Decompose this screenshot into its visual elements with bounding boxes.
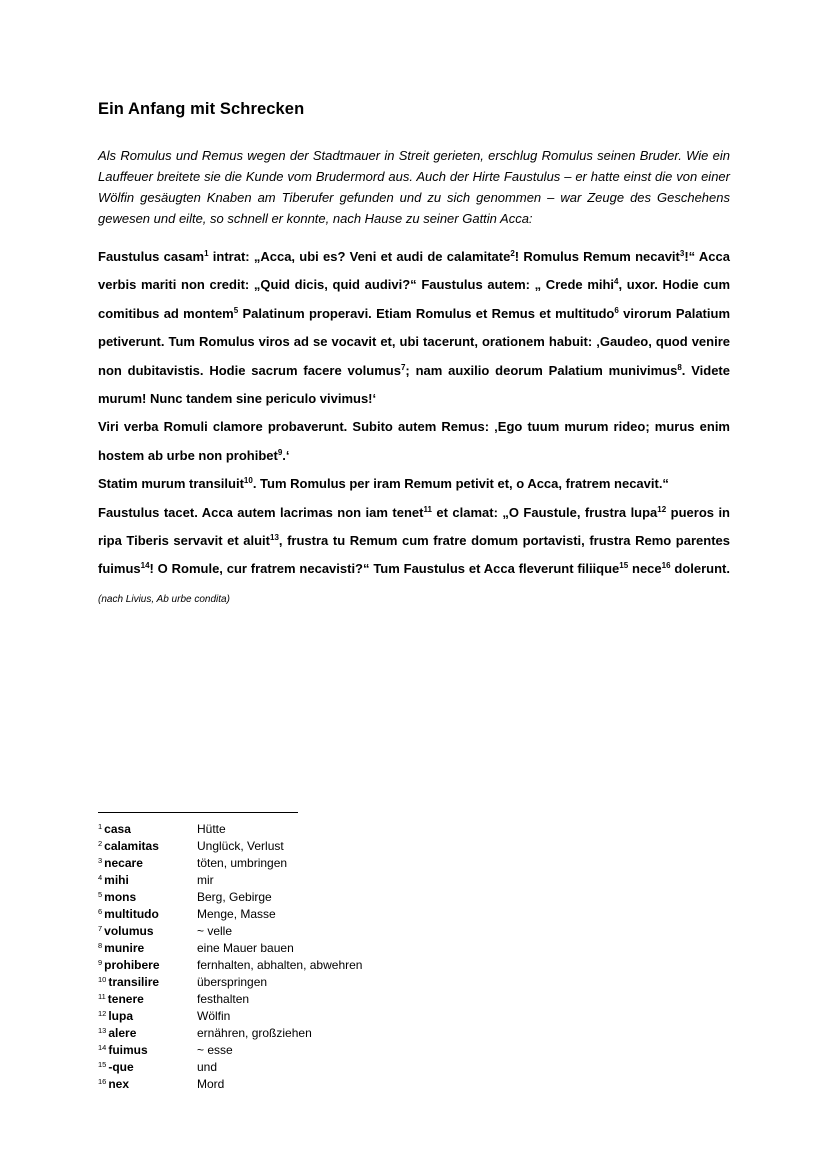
footnote-number: 4 (98, 873, 103, 882)
text-segment: . Tum Romulus per iram Remum petivit et, o Acca, fratrem necavit.“ (252, 476, 669, 492)
footnote-word: mons (104, 890, 137, 904)
text-segment: .‘ (282, 447, 290, 463)
footnote-separator (98, 812, 298, 813)
footnote-mark: 2 (510, 249, 515, 258)
footnote-mark: 14 (140, 561, 150, 571)
footnote-word: fuimus (108, 1043, 148, 1057)
footnote-number: 12 (98, 1009, 107, 1018)
footnote-word: calamitas (104, 839, 159, 853)
footnote-definition: ~ esse (197, 1043, 233, 1057)
source-citation: (nach Livius, Ab urbe condita) (98, 593, 230, 605)
text-segment: dolerunt. (670, 561, 730, 577)
footnote-mark: 1 (204, 249, 209, 258)
footnote-item (98, 1025, 498, 1042)
footnote-item (98, 1042, 498, 1059)
footnote-word: necare (104, 856, 143, 870)
footnote-definition: Berg, Gebirge (197, 890, 272, 904)
footnote-mark: 8 (677, 362, 682, 372)
footnote-number: 9 (98, 958, 103, 967)
latin-text (98, 243, 730, 614)
footnote-term (98, 1025, 197, 1042)
footnote-number: 10 (98, 975, 107, 984)
footnote-definition: und (197, 1060, 218, 1074)
footnote-item (98, 855, 498, 872)
footnote-mark: 3 (679, 249, 685, 258)
text-segment: Viri verba Romuli clamore probaverunt. Subito autem Remus: ‚Ego tuum murum rideo; murus enim hostem ab urbe non prohibet (98, 419, 730, 463)
text-segment: pueros in ripa Tiberis servavit et aluit (98, 504, 731, 549)
footnote-number: 16 (98, 1077, 107, 1086)
footnote-mark: 15 (619, 561, 629, 571)
footnote-number: 6 (98, 907, 103, 916)
page-title: Ein Anfang mit Schrecken (98, 100, 305, 118)
footnote-mark: 4 (614, 277, 619, 287)
footnote-number: 2 (98, 839, 103, 848)
text-segment: , frustra tu Remum cum fratre domum portavisti, frustra Remo parentes fuimus (98, 533, 730, 577)
footnote-word: transilire (108, 975, 160, 989)
footnote-term (98, 821, 197, 838)
footnote-word: prohibere (104, 958, 160, 972)
footnote-definition: Unglück, Verlust (197, 839, 284, 853)
footnote-term (98, 1059, 197, 1076)
text-segment: , uxor. Hodie cum comitibus ad montem (98, 277, 730, 321)
footnote-number: 1 (98, 822, 103, 831)
footnote-item (98, 872, 498, 889)
footnote-mark: 16 (661, 561, 671, 571)
footnote-word: lupa (108, 1009, 134, 1023)
footnote-definition: Mord (197, 1077, 225, 1091)
latin-paragraph-1 (98, 243, 730, 413)
footnote-item (98, 838, 498, 855)
footnote-definition: überspringen (197, 975, 268, 989)
text-segment: ! Romulus Remum necavit (514, 249, 680, 264)
footnote-term (98, 1042, 197, 1059)
footnote-term (98, 1008, 197, 1025)
footnote-number: 8 (98, 941, 103, 950)
footnote-word: nex (108, 1077, 130, 1091)
footnote-definition: fernhalten, abhalten, abwehren (197, 958, 363, 972)
footnote-item (98, 923, 498, 940)
text-segment: ; nam auxilio deorum Palatium munivimus (405, 362, 678, 378)
text-segment: nece (628, 561, 662, 577)
footnote-term (98, 991, 197, 1008)
footnote-item (98, 1059, 498, 1076)
footnote-definition: Menge, Masse (197, 907, 276, 921)
latin-paragraph-2 (98, 413, 730, 470)
footnote-word: casa (104, 822, 131, 836)
footnote-definition: ernähren, großziehen (197, 1026, 312, 1040)
footnote-term (98, 838, 197, 855)
footnote-mark: 13 (270, 533, 279, 543)
footnote-definition: Wölfin (197, 1009, 231, 1023)
text-segment: Statim murum transiluit (98, 476, 244, 492)
intro-paragraph: Als Romulus und Remus wegen der Stadtmauer in Streit gerieten, erschlug Romulus seinen Bruder. Wie ein Lauffeuer breitete sie die Kunde vom Brudermord aus. Auch der Hirte Faustulus – er hatte einst die von einer Wölfin gesäugten Knaben am Tiberufer gefunden und zu sich genommen – war Zeuge des Geschehens gewesen und eilte, so schnell er konnte, nach Hause zu seiner Gattin Acca: (98, 148, 730, 226)
footnote-term (98, 889, 197, 906)
footnote-term (98, 855, 197, 872)
footnote-number: 11 (98, 992, 106, 1001)
footnote-definition: festhalten (197, 992, 250, 1006)
footnote-item (98, 889, 498, 906)
footnote-number: 3 (98, 856, 103, 865)
text-segment: intrat: „Acca, ubi es? Veni et audi de calamitate (208, 249, 511, 264)
footnote-definition: ~ velle (197, 924, 233, 938)
text-segment: !“ Acca verbis mariti non credit: „Quid dicis, quid audivi?“ Faustulus autem: „ Crede mihi (98, 249, 730, 293)
footnote-mark: 7 (400, 362, 406, 372)
footnote-number: 14 (98, 1043, 107, 1052)
footnote-item (98, 991, 498, 1008)
footnote-term (98, 957, 197, 974)
text-segment: ! O Romule, cur fratrem necavisti?“ Tum Faustulus et Acca fleverunt filiique (149, 561, 620, 577)
text-segment: . Videte murum! Nunc tandem sine periculo vivimus!‘ (98, 362, 730, 407)
footnote-mark: 12 (657, 504, 667, 514)
footnote-mark: 5 (233, 305, 239, 315)
footnote-item (98, 974, 498, 991)
footnote-word: volumus (104, 924, 154, 938)
footnote-number: 7 (98, 924, 103, 933)
footnote-word: multitudo (104, 907, 159, 921)
latin-paragraph-4 (98, 499, 730, 615)
footnote-item (98, 957, 498, 974)
text-segment: Faustulus casam (98, 249, 205, 264)
footnote-number: 15 (98, 1060, 107, 1069)
footnote-term (98, 1076, 197, 1093)
footnote-definition: eine Mauer bauen (197, 941, 294, 955)
footnote-definition: Hütte (197, 822, 226, 836)
latin-paragraph-3 (98, 470, 730, 498)
footnote-mark: 10 (243, 476, 253, 486)
footnote-item (98, 940, 498, 957)
footnote-word: mihi (104, 873, 129, 887)
footnote-item (98, 1008, 498, 1025)
text-segment: virorum Palatium petiverunt. Tum Romulus viros ad se vocavit et, ubi tacerunt, orationem habuit: ‚Gaudeo, quod venire non dubitavistis. Hodie sacrum facere volumus (98, 305, 730, 378)
footnote-mark: 9 (277, 447, 283, 457)
footnote-word: tenere (107, 992, 144, 1006)
footnote-mark: 6 (614, 305, 619, 315)
footnote-definition: töten, umbringen (197, 856, 288, 870)
text-segment: Faustulus tacet. Acca autem lacrimas non iam tenet (98, 504, 424, 520)
footnote-item (98, 1076, 498, 1093)
footnote-item (98, 906, 498, 923)
footnote-term (98, 906, 197, 923)
footnote-list (98, 821, 498, 1093)
text-segment: et clamat: „O Faustule, frustra lupa (431, 504, 658, 520)
footnote-item (98, 821, 498, 838)
footnote-word: alere (108, 1026, 137, 1040)
footnote-mark: 11 (423, 504, 432, 514)
footnote-word: -que (108, 1060, 134, 1074)
footnote-number: 13 (98, 1026, 107, 1035)
footnote-word: munire (104, 941, 145, 955)
footnote-term (98, 872, 197, 889)
text-segment: Palatinum properavi. Etiam Romulus et Remus et multitudo (238, 305, 615, 321)
footnote-number: 5 (98, 890, 103, 899)
footnote-term (98, 974, 197, 991)
footnote-term (98, 923, 197, 940)
footnote-term (98, 940, 197, 957)
footnote-definition: mir (197, 873, 214, 887)
